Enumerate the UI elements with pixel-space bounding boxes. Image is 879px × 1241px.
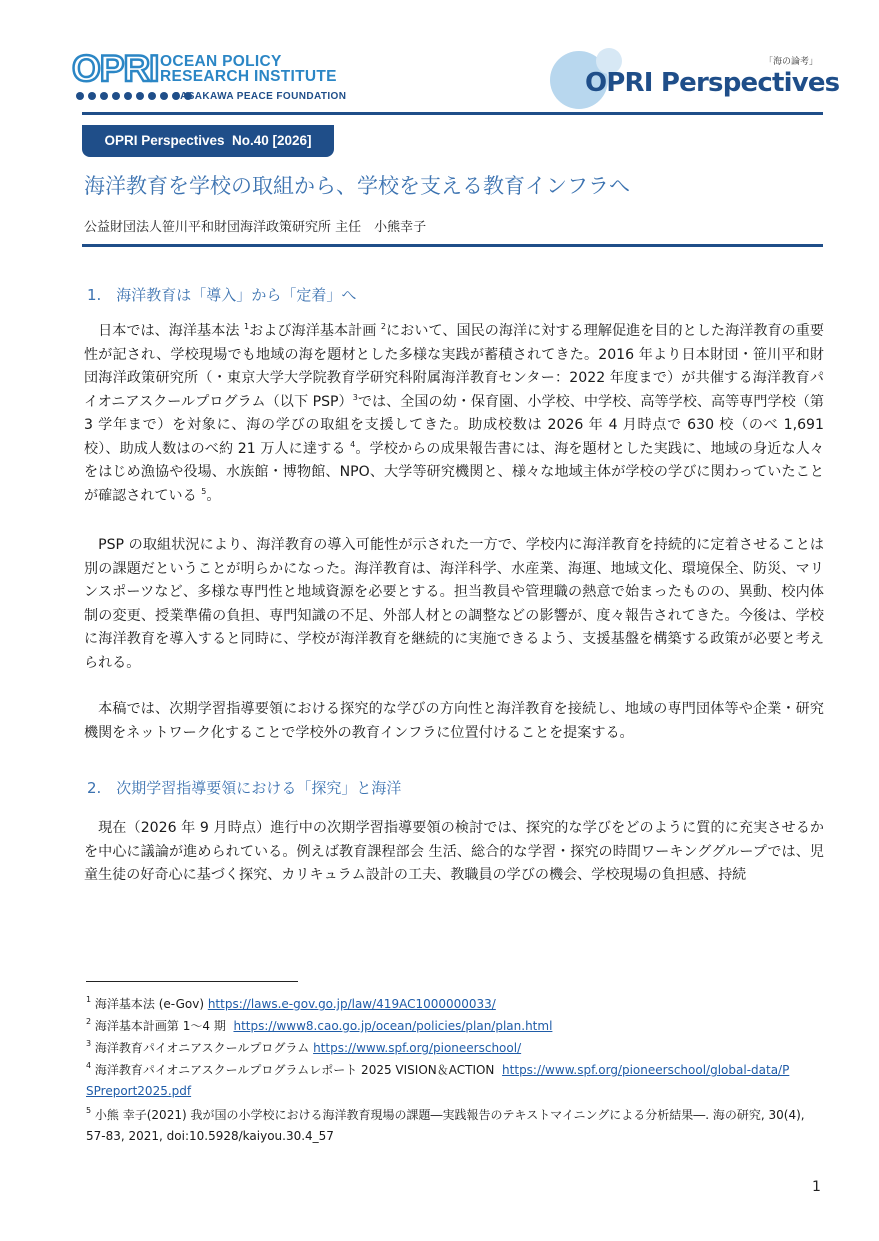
article-author: 公益財団法人笹川平和財団海洋政策研究所 主任 小熊幸子 [84,220,427,235]
page-number: 1 [812,1179,821,1195]
section-heading-2: 2. 次期学習指導要領における「探究」と海洋 [87,779,402,797]
opri-logo: OPRI [72,48,159,89]
footnote-1-link[interactable]: https://laws.e-gov.go.jp/law/419AC1000000033/ [207,997,496,1011]
footnote-3-link[interactable]: https://www.spf.org/pioneerschool/ [313,1041,522,1055]
footnote-2-link[interactable]: https://www8.cao.go.jp/ocean/policies/plan/plan.html [233,1019,553,1033]
header-rule [82,112,823,115]
footnote-5: $^5$ 小熊 幸子(2021) 我が国の小学校における海洋教育現場の課題―実践報告のテキストマイニングによる分析結果―. 海の研究, 30(4), 57-83, 2021, doi:10.5928/kaiyou.30.4_57 [86,1106,805,1143]
footnote-1: $^1$ 海洋基本法 (e-Gov) https://laws.e-gov.go.jp/law/419AC1000000033/ [86,995,496,1011]
org-name-line1: OCEAN POLICY [160,53,282,70]
footnote-4: $^4$ 海洋教育パイオニアスクールプログラムレポート 2025 VISION＆ACTION https://www.spf.org/pioneerschool/global-data/P SPreport2025.pdf [86,1061,790,1098]
section-heading-1: 1. 海洋教育は「導入」から「定着」へ [87,286,357,304]
org-name-line2: RESEARCH INSTITUTE [160,68,337,85]
footnote-4-link[interactable]: https://www.spf.org/pioneerschool/global-data/P [502,1063,790,1077]
foundation-name: SASAKAWA PEACE FOUNDATION [173,91,347,102]
footnote-3: $^3$ 海洋教育パイオニアスクールプログラム https://www.spf.org/pioneerschool/ [86,1039,522,1055]
section-1-paragraph-2: PSP の取組状況により、海洋教育の導入可能性が示された一方で、学校内に海洋教育を持続的に定着させることは別の課題だということが明らかになった。海洋教育は、海洋科学、水産業、海運、地域文化、環境保全、防災、マリンスポーツなど、多様な専門性と地域資源を必要とする。担当教員や管理職の熱意で始まったものの、異動、校内体制の変更、授業準備の負担、専門知識の不足、外部人材との調整などの影響が、度々報告されてきた。今後は、学校に海洋教育を導入すると同時に、学校が海洋教育を継続的に実施できるよう、支援基盤を構築する政策が必要と考えられる。 [84,537,824,671]
issue-badge: OPRI Perspectives No.40 [2026] [82,125,334,157]
section-2-paragraph-1: 現在（2026 年 9 月時点）進行中の次期学習指導要領の検討では、探究的な学びをどのように質的に充実させるかを中心に議論が進められている。例えば教育課程部会 生活、総合的な学習・探究の時間ワーキンググループでは、児童生徒の好奇心に基づく探究、カリキュラム設計の工夫、教職員の学びの機会、学校現場の負担感、持続 [84,820,824,883]
section-1-paragraph-3: 本稿では、次期学習指導要領における探究的な学びの方向性と海洋教育を接続し、地域の専門団体等や企業・研究機関をネットワーク化することで学校外の教育インフラに位置付けることを提案する。 [84,701,824,741]
section-1-paragraph-1: 日本では、海洋基本法 $^1$および海洋基本計画 $^2$において、国民の海洋に対する理解促進を目的とした海洋教育の重要性が記され、学校現場でも地域の海を題材とした多様な実践が蓄積されてきた。2016 年より日本財団・笹川平和財団海洋政策研究所（・東京大学大学院教育学研究科附属海洋教育センター：2022 年度まで）が共催する海洋教育パイオニアスクールプログラム（以下 PSP）$^3$では、全国の幼・保育園、小学校、中学校、高等学校、高等専門学校（第 3 学年まで）を対象に、海の学びの取組を支援してきた。助成校数は 2026 年 4 月時点で 630 校（のべ 1,691 校）、助成人数はのべ約 21 万人に達する $^4$。学校からの成果報告書には、海を題材とした実践に、地域の身近な人々をはじめ漁協や役場、水族館・博物館、NPO、大学等研究機関と、様々な地域主体が学校の学びに関わっていたことが確認されている $^5$。 [84,322,824,504]
article-title: 海洋教育を学校の取組から、学校を支える教育インフラへ [84,174,630,198]
series-title: OPRI Perspectives [585,68,840,98]
footnote-2: $^2$ 海洋基本計画第 1～4 期 https://www8.cao.go.jp/ocean/policies/plan/plan.html [86,1017,553,1033]
footnote-rule [86,981,298,982]
series-tag: 「海の論考」 [764,57,819,67]
footnote-4-link-cont[interactable]: SPreport2025.pdf [86,1084,192,1098]
title-rule [82,244,823,247]
